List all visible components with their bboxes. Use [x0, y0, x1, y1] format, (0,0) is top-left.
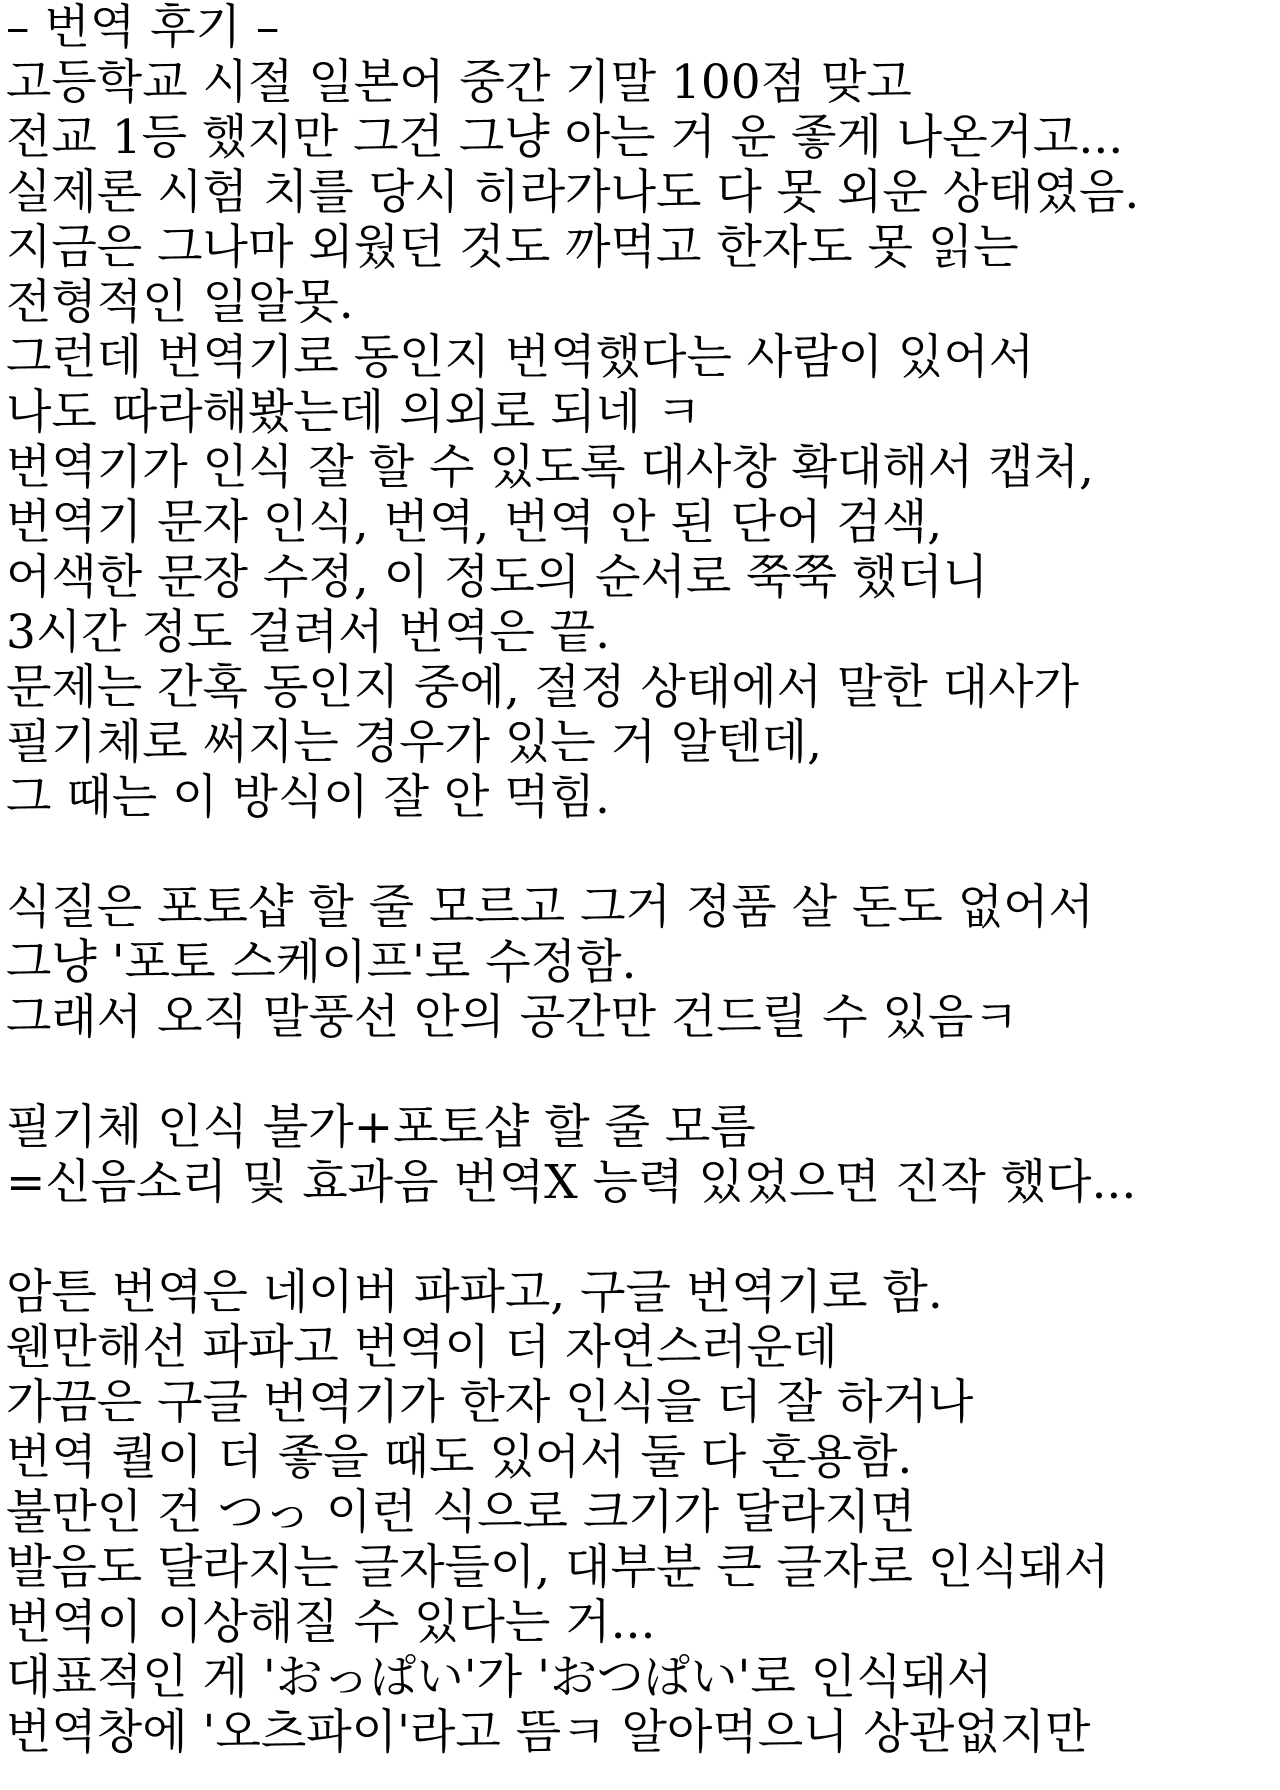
text-line: 어색한 문장 수정, 이 정도의 순서로 쭉쭉 했더니 [6, 550, 989, 605]
paragraph-editing [6, 880, 1272, 1045]
text-line: 가끔은 구글 번역기가 한자 인식을 더 잘 하거나 [6, 1375, 974, 1430]
text-line: 식질은 포토샵 할 줄 모르고 그거 정품 살 돈도 없어서 [6, 880, 1094, 935]
text-line: 그냥 '포토 스케이프'로 수정함. [6, 935, 637, 990]
blank-line [6, 825, 1272, 880]
text-line: 지금은 그나마 외웠던 것도 까먹고 한자도 못 읽는 [6, 220, 1019, 275]
heading-line: – 번역 후기 – [6, 0, 280, 55]
text-line: 필기체 인식 불가+포토샵 할 줄 모름 [6, 1100, 756, 1155]
text-line: =신음소리 및 효과음 번역X 능력 있었으면 진작 했다... [6, 1155, 1137, 1210]
text-line: 필기체로 써지는 경우가 있는 거 알텐데, [6, 715, 823, 770]
review-document [6, 0, 1272, 1760]
text-line: 웬만해선 파파고 번역이 더 자연스러운데 [6, 1320, 838, 1375]
text-line: 3시간 정도 걸려서 번역은 끝. [6, 605, 611, 660]
text-line: 그래서 오직 말풍선 안의 공간만 건드릴 수 있음ㅋ [6, 990, 1019, 1045]
text-line: 고등학교 시절 일본어 중간 기말 100점 맞고 [6, 55, 912, 110]
text-line: 그런데 번역기로 동인지 번역했다는 사람이 있어서 [6, 330, 1035, 385]
paragraph-intro [6, 0, 1272, 825]
text-line: 나도 따라해봤는데 의외로 되네 ㅋ [6, 385, 702, 440]
text-line: 전교 1등 했지만 그건 그냥 아는 거 운 좋게 나온거고... [6, 110, 1124, 165]
paragraph-limitations [6, 1100, 1272, 1210]
text-line: 번역이 이상해질 수 있다는 거... [6, 1595, 656, 1650]
text-line: 문제는 간혹 동인지 중에, 절정 상태에서 말한 대사가 [6, 660, 1079, 715]
text-line: 대표적인 게 'おっぱい'가 'おつぱい'로 인식돼서 [6, 1650, 993, 1705]
text-line: 전형적인 일알못. [6, 275, 354, 330]
text-line: 암튼 번역은 네이버 파파고, 구글 번역기로 함. [6, 1265, 943, 1320]
text-line: 번역기 문자 인식, 번역, 번역 안 된 단어 검색, [6, 495, 943, 550]
blank-line [6, 1045, 1272, 1100]
text-line: 발음도 달라지는 글자들이, 대부분 큰 글자로 인식돼서 [6, 1540, 1110, 1595]
text-line: 번역기가 인식 잘 할 수 있도록 대사창 확대해서 캡처, [6, 440, 1094, 495]
text-line: 번역 퀄이 더 좋을 때도 있어서 둘 다 혼용함. [6, 1430, 913, 1485]
text-line: 번역창에 '오츠파이'라고 뜸ㅋ 알아먹으니 상관없지만 [6, 1705, 1091, 1760]
paragraph-translators [6, 1265, 1272, 1760]
text-line: 불만인 건 つっ 이런 식으로 크기가 달라지면 [6, 1485, 916, 1540]
text-line: 그 때는 이 방식이 잘 안 먹힘. [6, 770, 611, 825]
text-line: 실제론 시험 치를 당시 히라가나도 다 못 외운 상태였음. [6, 165, 1140, 220]
blank-line [6, 1210, 1272, 1265]
